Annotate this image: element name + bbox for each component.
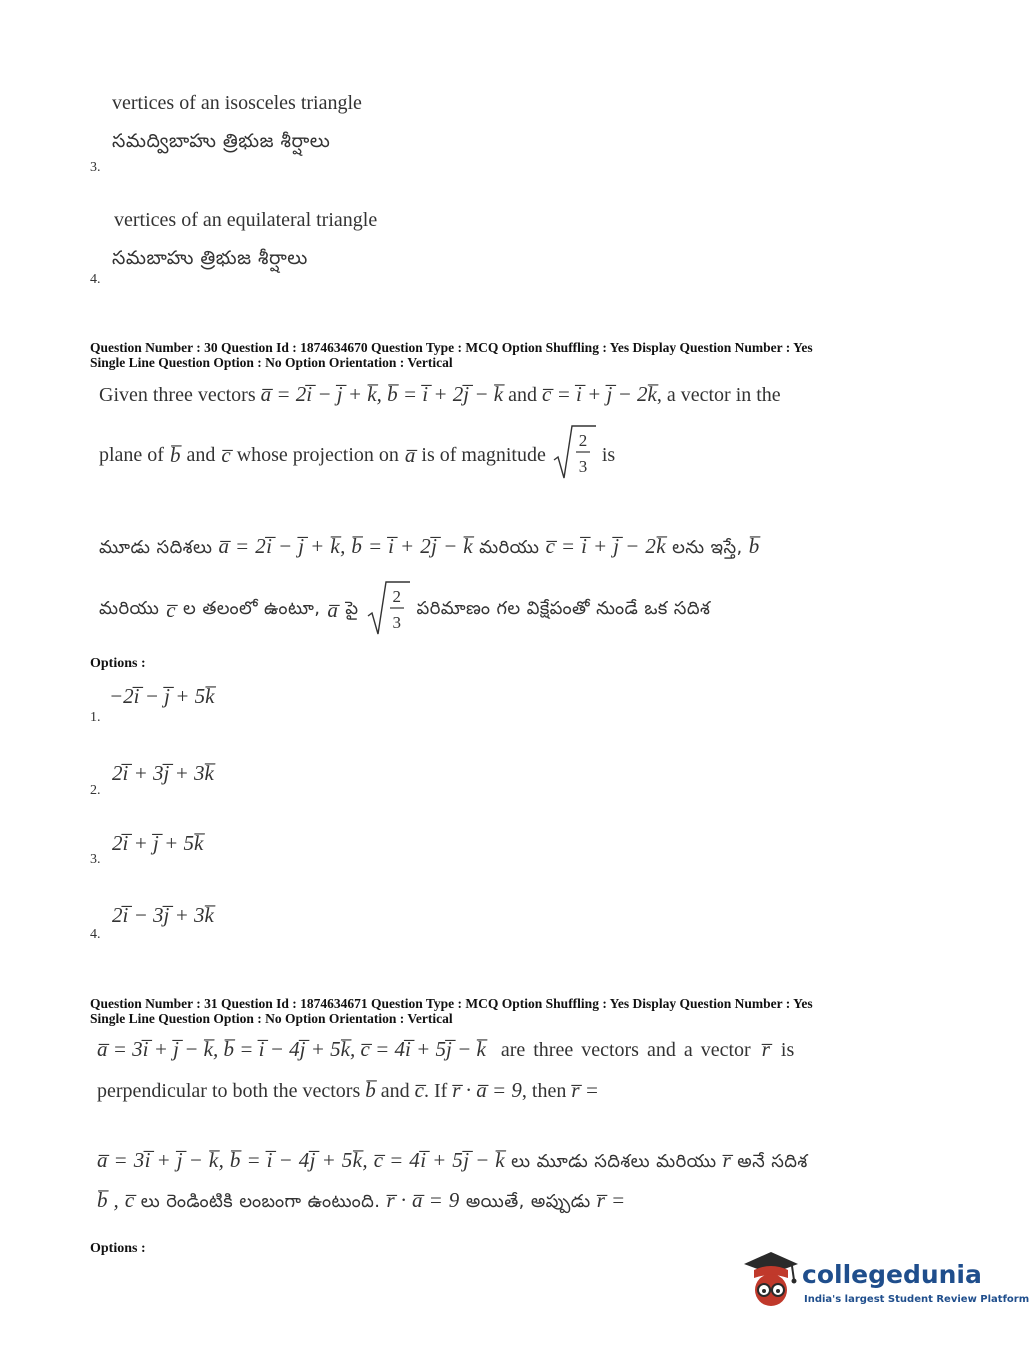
q30-te-frac-den: 3 [392, 613, 401, 632]
logo-name: collegedunia [802, 1260, 982, 1289]
logo-tagline: India's largest Student Review Platform [804, 1294, 1029, 1305]
q30-te2-mid: ల తలంలో ఉంటూ, [183, 598, 321, 619]
q30-option-2-value: 2i̅ + 3j̅ + 3k̅ [112, 761, 214, 785]
q30-meta-line2: Single Line Question Option : No Option Orientation : Vertical [90, 355, 453, 370]
q30-frac-den: 3 [578, 457, 588, 476]
q31-te2-if: అయితే, అప్పుడు [465, 1191, 591, 1212]
q31-english-line2 [97, 1078, 599, 1103]
q30-te2-c: c̅ [166, 598, 177, 622]
q31-en2-if: . If [423, 1080, 448, 1102]
q31-te-r: r̅ [722, 1148, 732, 1172]
q31-en2-pre: perpendicular to both the vectors [97, 1080, 361, 1102]
prev-option-4-telugu: సమబాహు త్రిభుజ శీర్షాలు [112, 247, 308, 269]
q31-telugu-line2 [97, 1188, 626, 1216]
q31-te-post: లు మూడు సదిశలు మరియు [511, 1151, 717, 1172]
q30-options-label: Options : [90, 656, 146, 671]
q31-english-line1 [97, 1037, 794, 1062]
q30-en2-magnitude: is of magnitude [421, 443, 546, 466]
q30-en-and: and [508, 384, 538, 406]
q30-meta-line1: Question Number : 30 Question Id : 1874634670 Question Type : MCQ Option Shuffling : Yes Display Question Number : Yes [90, 340, 813, 355]
q30-meta [90, 340, 970, 370]
q30-te2-sqrt [366, 580, 410, 641]
q30-te-b: b̅ [748, 534, 760, 558]
q31-te2-bc: b̅ , c̅ [97, 1188, 135, 1212]
q30-te-mariyu: మరియు [479, 537, 540, 558]
q31-te2-r: r̅ = [596, 1188, 626, 1212]
q30-te2-pai: పై [345, 598, 359, 619]
q30-en2-mid: whose projection on [236, 443, 399, 466]
collegedunia-logo [742, 1250, 1029, 1320]
q31-te-end: అనే సదిశ [737, 1151, 808, 1172]
q30-en2-b: b̅ [169, 442, 181, 467]
prev-option-4-english: vertices of an equilateral triangle [114, 209, 378, 231]
q30-option-4-value: 2i̅ − 3j̅ + 3k̅ [112, 903, 214, 927]
q30-en-vectors-ab: a̅ = 2i̅ − j̅ + k̅, b̅ = i̅ + 2j̅ − k̅ [260, 382, 504, 406]
q30-te2-a: a̅ [327, 598, 339, 622]
q30-option-2-number: 2. [90, 783, 101, 798]
q30-option-1-value: −2i̅ − j̅ + 5k̅ [109, 684, 215, 708]
q30-te-pre: మూడు సదిశలు [99, 537, 213, 558]
prev-option-3-number: 3. [90, 160, 101, 175]
q30-en2-a: a̅ [404, 442, 416, 467]
q31-en2-r: r̅ = [571, 1078, 599, 1102]
prev-option-3-telugu: సమద్విబాహు త్రిభుజ శీర్షాలు [112, 130, 331, 152]
prev-option-4-number: 4. [90, 272, 101, 287]
q31-en-r: r̅ [761, 1037, 770, 1061]
q30-te-vectors-ab: a̅ = 2i̅ − j̅ + k̅, b̅ = i̅ + 2j̅ − k̅ [218, 534, 474, 558]
q31-meta-line1: Question Number : 31 Question Id : 1874634671 Question Type : MCQ Option Shuffling : Yes Display Question Number : Yes [90, 996, 813, 1011]
q30-option-3-value: 2i̅ + j̅ + 5k̅ [112, 831, 204, 855]
q31-en2-and: and [380, 1080, 410, 1102]
q30-te-frac-num: 2 [392, 587, 401, 606]
q30-en2-sqrt [552, 424, 596, 486]
q30-telugu-line1 [99, 534, 760, 562]
q31-options-label: Options : [90, 1241, 146, 1256]
q30-english-line1 [99, 382, 781, 407]
sqrt-symbol [552, 424, 596, 480]
q31-en2-c: c̅ [414, 1078, 424, 1102]
q30-english-line2 [99, 424, 615, 486]
q31-te2-dot: r̅ · a̅ = 9 [386, 1188, 460, 1212]
q31-en-vectors: a̅ = 3i̅ + j̅ − k̅, b̅ = i̅ − 4j̅ + 5k̅, c̅ = 4i̅ + 5j̅ − k̅ [97, 1037, 486, 1061]
q30-en-vector-c: c̅ = i̅ + j̅ − 2k̅ [542, 382, 657, 406]
sqrt-symbol-telugu [366, 580, 410, 636]
q30-option-1-number: 1. [90, 710, 101, 725]
q31-en2-then: , then [521, 1080, 567, 1102]
q30-en2-c: c̅ [221, 442, 231, 467]
q30-te-post: లను ఇస్తే, [672, 537, 743, 558]
q31-en2-dot: r̅ · a̅ = 9 [452, 1078, 522, 1102]
q31-meta [90, 996, 970, 1026]
student-mascot-icon [742, 1250, 800, 1312]
q31-te-vectors: a̅ = 3i̅ + j̅ − k̅, b̅ = i̅ − 4j̅ + 5k̅, c̅ = 4i̅ + 5j̅ − k̅ [97, 1148, 506, 1172]
q30-te2-post: పరిమాణం గల విక్షేపంతో నుండే ఒక సదిశ [416, 598, 711, 619]
q30-option-4-number: 4. [90, 927, 101, 942]
q31-en-post: are three vectors and a vector [500, 1039, 751, 1061]
q31-meta-line2: Single Line Question Option : No Option Orientation : Vertical [90, 1011, 453, 1026]
q30-en-post: , a vector in the [656, 384, 781, 406]
q31-en2-b: b̅ [365, 1078, 376, 1102]
q30-te2-mariyu: మరియు [99, 598, 160, 619]
q30-en2-and: and [186, 443, 216, 466]
q30-telugu-line2 [99, 580, 710, 641]
q30-en-text: Given three vectors [99, 384, 256, 406]
q31-en-is: is [780, 1039, 795, 1061]
q31-te2-mid: లు రెండింటికి లంబంగా ఉంటుంది. [140, 1191, 381, 1212]
q31-telugu-line1 [97, 1148, 808, 1176]
q30-te-vector-c: c̅ = i̅ + j̅ − 2k̅ [545, 534, 666, 558]
q30-frac-num: 2 [578, 431, 588, 450]
prev-option-3-english: vertices of an isosceles triangle [112, 92, 362, 114]
q30-en2-plane: plane of [99, 443, 164, 466]
q30-en2-is: is [601, 443, 616, 466]
q30-option-3-number: 3. [90, 852, 101, 867]
